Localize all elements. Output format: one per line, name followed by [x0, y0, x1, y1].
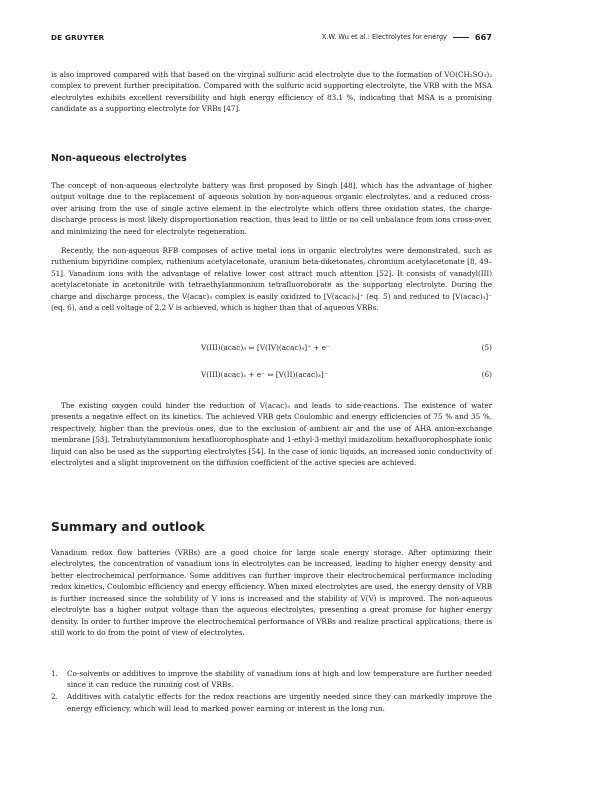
equation-5-expression: V(III)(acac)₃ ⇔ [V(IV)(acac)₃]⁺ + e⁻	[201, 343, 330, 352]
equation-5-number: (5)	[481, 343, 492, 352]
running-head-text: X.W. Wu et al.: Electrolytes for energy	[321, 33, 447, 41]
list-item-marker: 2.	[51, 692, 58, 702]
outlook-list	[51, 668, 492, 715]
header-rule	[453, 37, 469, 38]
equation-6-expression: V(III)(acac)₃ + e⁻ ⇔ [V(II)(acac)₃]⁻	[201, 370, 328, 379]
section-heading-nonaqueous: Non-aqueous electrolytes	[51, 153, 187, 164]
section-heading-summary: Summary and outlook	[51, 519, 205, 534]
paragraph-continued: is also improved compared with that based on the virginal sulfuric acid electrolyte due to the formation of VO(CH₃SO₃)₂ complex to prevent further precipitation. Compared with the sulfuric acid supporting electrolyte, the VRB with the MSA electrolytes exhibits excellent reversibility and high energy efficiency of 83.1 %, indicating that MSA is a promising candidate as a supporting electrolyte for VRBs [47].	[51, 70, 492, 114]
page-header	[51, 31, 492, 45]
summary-paragraph: Vanadium redox flow batteries (VRBs) are a good choice for large scale energy storage. After optimizing their electrolytes, the concentration of vanadium ions in electrolytes can be increased, leading to higher energy density and better electrochemical performance. Some additives can further improve their electrochemical performance including redox kinetics, Coulombic efficiency and energy efficiency. When mixed electrolytes are used, the energy density of VRB is further increased since the solubility of V ions is increased and the stability of V(V) is improved. The non-aqueous electrolyte has a higher output voltage than the aqueous electrolytes, presenting a great promise for higher energy density. In order to further improve the electrochemical performance of VRBs and realize practical applications, there is still work to do from the point of view of electrolytes.	[51, 548, 492, 638]
nonaqueous-paragraph-3: The existing oxygen could hinder the reduction of V(acac)₃ and leads to side-reactions. The existence of water presents a negative effect on its kinetics. The achieved VRB gets Coulombic and energy efficiencies of 75 % and 35 %, respectively, higher than the previous ones, due to the exclusion of ambient air and the use of AHA anion-exchange membrane [53]. Tetrabutylammonium hexafluorophosphate and 1-ethyl-3-methyl imidazolium hexafluorophosphate ionic liquid can also be used as the supporting electrolytes [54]. In the case of ionic liquids, an increased ionic conductivity of electrolytes and a slight improvement on the diffusion coefficient of the active species are achieved.	[51, 401, 492, 468]
equation-6	[51, 370, 492, 382]
equation-5	[51, 343, 492, 355]
nonaqueous-paragraph-2: Recently, the non-aqueous RFB composes of active metal ions in organic electrolytes were demonstrated, such as ruthenium bipyridine complex, ruthenium acetylacetonate, uranium beta-diketonates, chromium acetylacetonate [8, 49–51]. Vanadium ions with the advantage of relative lower cost attract much attention [52]. It consists of vanadyl(III) acetylacetonate in acetonitrile with tetraethylammonium tetrafluoroborate as the supporting electrolyte. During the charge and discharge process, the V(acac)₃ complex is easily oxidized to [V(acac)₃]⁺ (eq. 5) and reduced to [V(acac)₃]⁻ (eq. 6), and a cell voltage of 2.2 V is achieved, which is higher than that of aqueous VRBs.	[51, 246, 492, 313]
publisher-name: DE GRUYTER	[51, 33, 105, 42]
running-head	[322, 32, 492, 42]
nonaqueous-paragraph-1: The concept of non-aqueous electrolyte battery was first proposed by Singh [48], which has the advantage of higher output voltage due to the replacement of aqueous solution by non-aqueous organic electrolytes, and a reduced cross-over arising from the use of single active element in the electrolyte which offers three oxidation states, the charge-discharge process is most likely disproportionation reaction, thus lead to little or no cell unbalance from ions cross-over, and minimizing the need for electrolyte regeneration.	[51, 181, 492, 236]
list-item-text: Additives with catalytic effects for the redox reactions are urgently needed since they can markedly improve the energy efficiency, which will lead to marked power earning or interest in the long run.	[67, 692, 492, 713]
list-item	[51, 691, 492, 714]
list-item	[51, 668, 492, 691]
list-item-marker: 1.	[51, 669, 58, 678]
page-number: 667	[474, 32, 492, 42]
equation-6-number: (6)	[481, 370, 492, 379]
list-item-text: Co-solvents or additives to improve the stability of vanadium ions at high and low temperature are further needed since it can reduce the running cost of VRBs.	[67, 669, 492, 690]
